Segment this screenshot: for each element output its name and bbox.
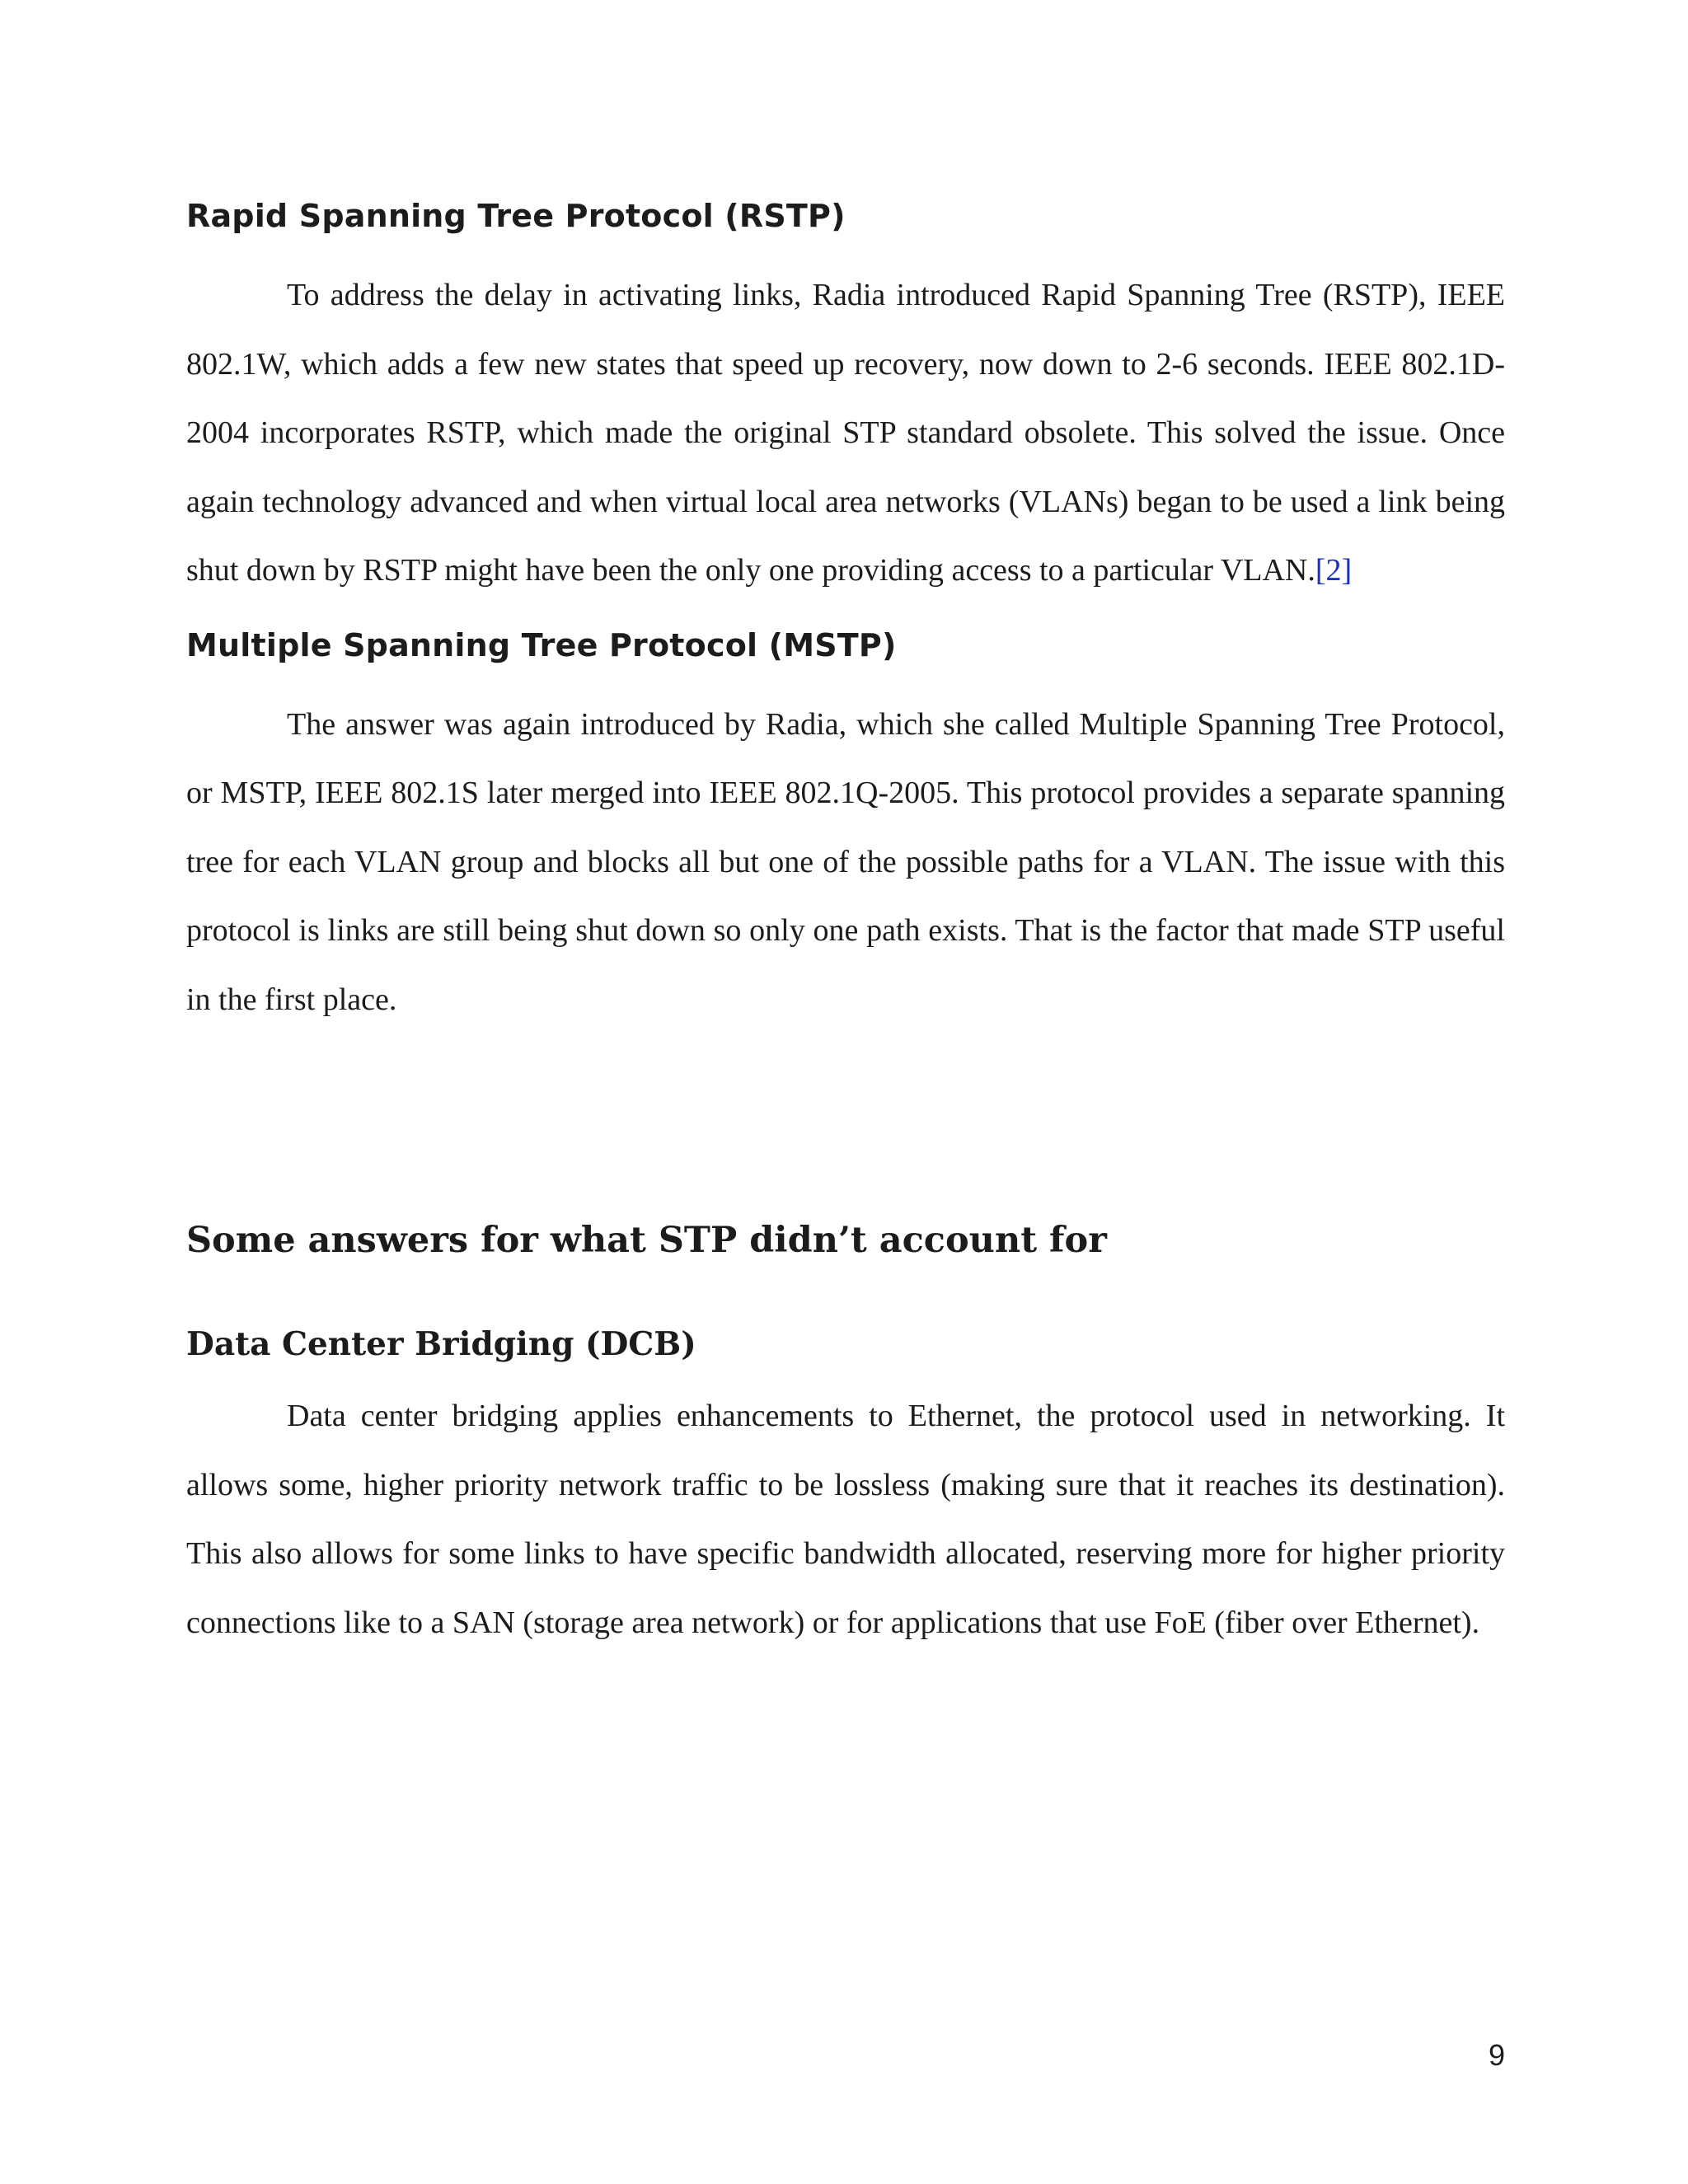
paragraph-rstp-text: To address the delay in activating links, Radia introduced Rapid Spanning Tree (RSTP), IEEE 802.1W, which adds a few new states that speed up recovery, now down to 2-6 seconds. IEEE 802.1D-2004 incorporates RSTP, which made the original STP standard obsolete. This solved the issue. Once again technology advanced and when virtual local area networks (VLANs) began to be used a link being shut down by RSTP might have been the only one providing access to a particular VLAN. [186,278,1505,588]
citation-link[interactable]: [2] [1315,553,1353,588]
heading-stp-answers: Some answers for what STP didn’t account for [186,1220,1107,1261]
page-content [186,191,1505,1657]
heading-mstp: Multiple Spanning Tree Protocol (MSTP) [186,626,897,663]
paragraph-rstp [186,261,1505,606]
paragraph-mstp: The answer was again introduced by Radia, which she called Multiple Spanning Tree Protocol, or MSTP, IEEE 802.1S later merged into IEEE 802.1Q-2005. This protocol provides a separate spanning tree for each VLAN group and blocks all but one of the possible paths for a VLAN. The issue with this protocol is links are still being shut down so only one path exists. That is the factor that made STP useful in the first place. [186,706,1505,1017]
page-number: 9 [1488,2038,1505,2072]
heading-dcb: Data Center Bridging (DCB) [186,1325,696,1363]
heading-rstp: Rapid Spanning Tree Protocol (RSTP) [186,198,846,234]
paragraph-dcb: Data center bridging applies enhancements to Ethernet, the protocol used in networking. It allows some, higher priority network traffic to be lossless (making sure that it reaches its destination). This also allows for some links to have specific bandwidth allocated, reserving more for higher priority connections like to a SAN (storage area network) or for applications that use FoE (fiber over Ethernet). [186,1399,1505,1640]
